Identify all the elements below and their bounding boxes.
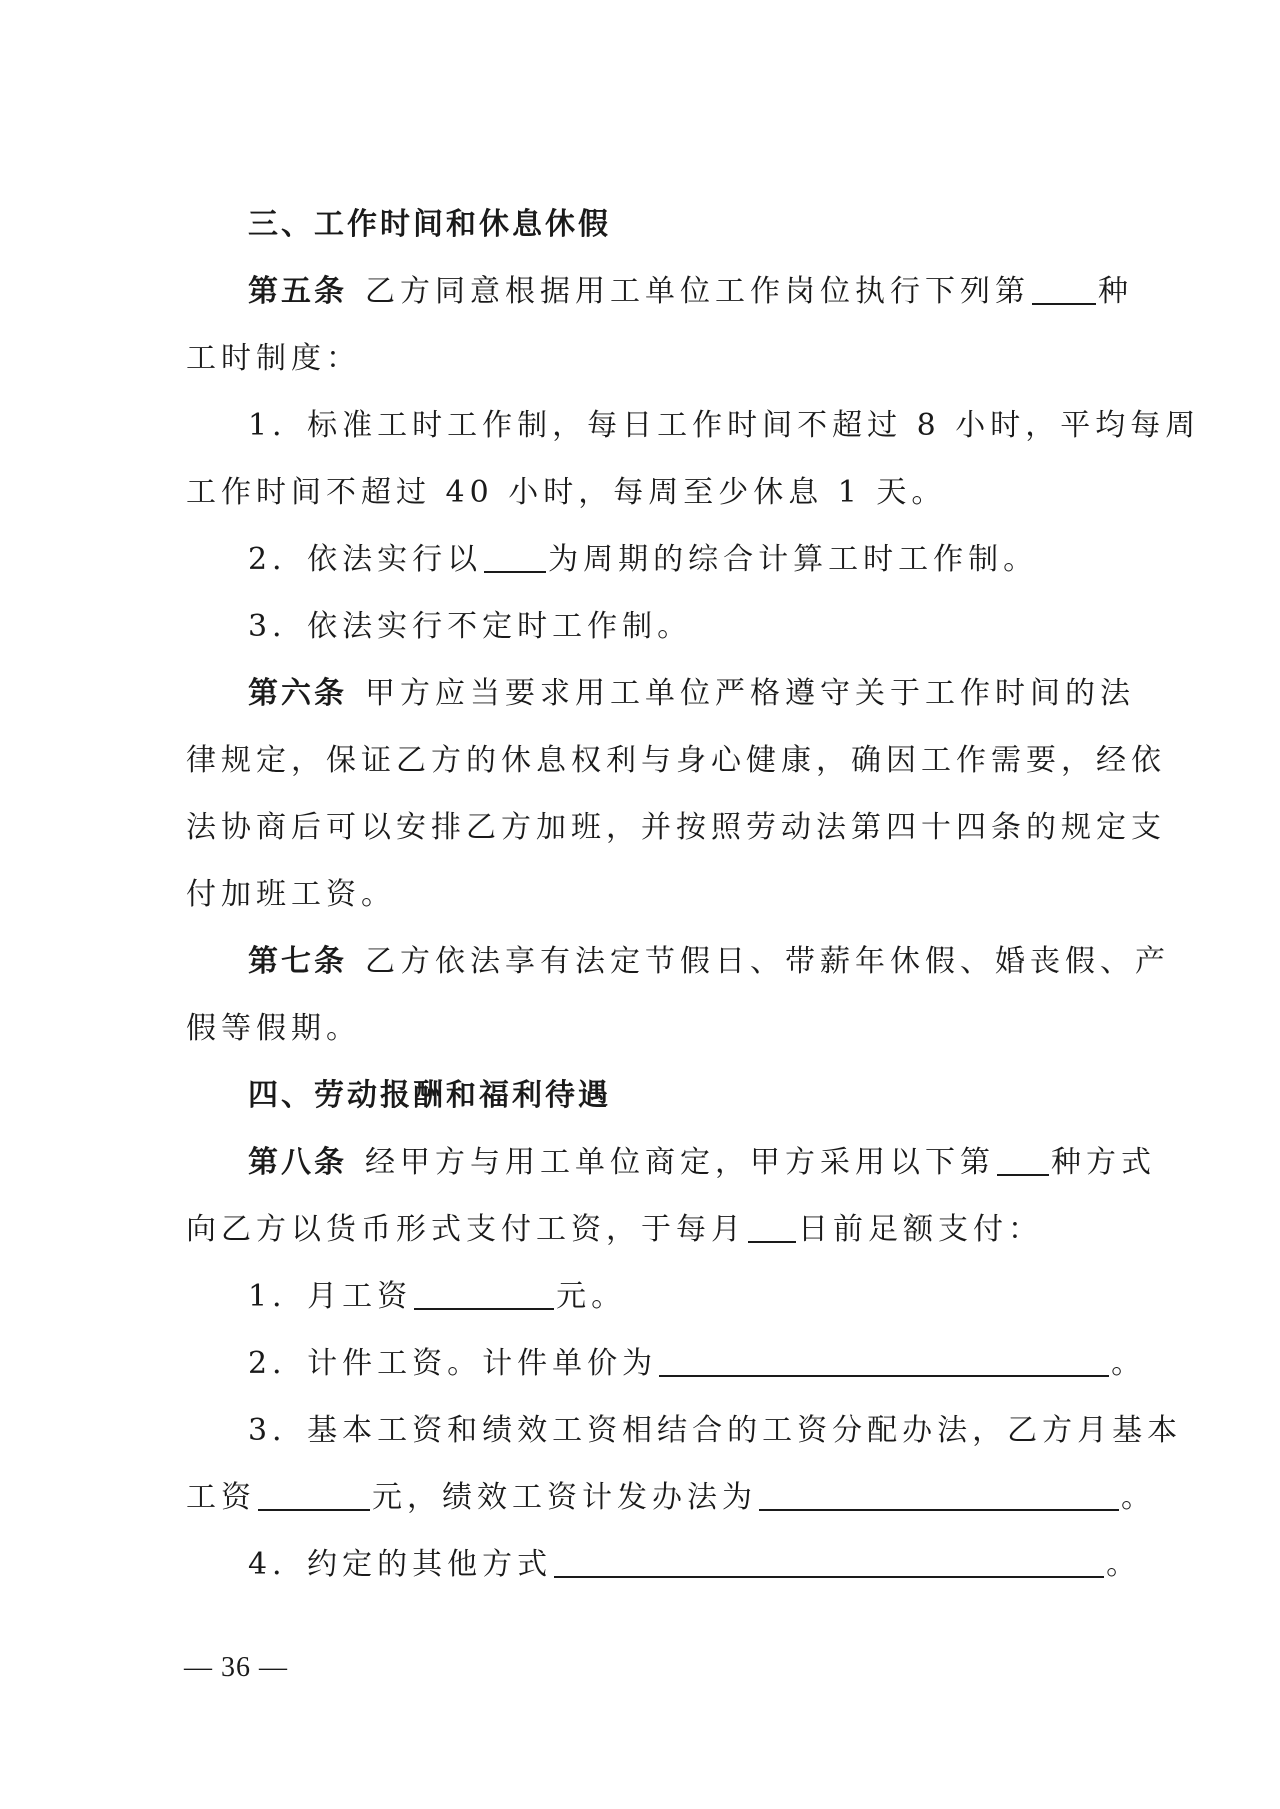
option-text: 工资 (186, 1480, 256, 1515)
article-6-line-4: 付加班工资。 (186, 877, 396, 912)
page-number: — 36 — (184, 1652, 288, 1683)
blank-field[interactable] (414, 1280, 554, 1310)
section-heading-4: 四、劳动报酬和福利待遇 (248, 1078, 611, 1113)
article-5-line-2: 工时制度： (186, 341, 361, 376)
article-6-label: 第六条 (248, 676, 347, 711)
article-8-option-3-cont (186, 1478, 1156, 1518)
article-6-text: 甲方应当要求用工单位严格遵守关于工作时间的法 (365, 676, 1135, 711)
article-5-label: 第五条 (248, 274, 347, 309)
article-6-line-1 (248, 674, 1158, 714)
article-8-text: 向乙方以货币形式支付工资，于每月 (186, 1212, 746, 1247)
article-8-label: 第八条 (248, 1145, 347, 1180)
article-5-option-3: 3．依法实行不定时工作制。 (248, 609, 693, 644)
article-5-text: 乙方同意根据用工单位工作岗位执行下列第 (365, 274, 1030, 309)
option-text: 元。 (556, 1279, 627, 1314)
option-text: 2．计件工资。计件单价为 (248, 1346, 658, 1381)
option-text: 2．依法实行以 (248, 542, 483, 577)
article-5-text: 种 (1098, 274, 1133, 309)
blank-field[interactable] (748, 1213, 796, 1243)
article-5-option-1-cont: 工作时间不超过 40 小时，每周至少休息 1 天。 (186, 475, 947, 510)
article-7-line-1 (248, 942, 1170, 982)
option-text: 。 (1106, 1547, 1142, 1582)
option-text: 元，绩效工资计发办法为 (372, 1480, 757, 1515)
option-text: 4．约定的其他方式 (248, 1547, 553, 1582)
option-text: 。 (1111, 1346, 1147, 1381)
article-5-option-1: 1．标准工时工作制，每日工作时间不超过 8 小时，平均每周 (248, 408, 1201, 443)
option-text: 为周期的综合计算工时工作制。 (548, 542, 1039, 577)
article-8-text: 经甲方与用工单位商定，甲方采用以下第 (365, 1145, 995, 1180)
article-7-line-2: 假等假期。 (186, 1011, 361, 1046)
article-8-text: 种方式 (1051, 1145, 1156, 1180)
article-7-text: 乙方依法享有法定节假日、带薪年休假、婚丧假、产 (365, 944, 1170, 979)
article-5-option-2 (248, 540, 1158, 580)
blank-field[interactable] (759, 1481, 1119, 1511)
article-8-option-4 (248, 1545, 1158, 1585)
blank-field[interactable] (554, 1548, 1104, 1578)
option-text: 。 (1121, 1480, 1156, 1515)
blank-field[interactable] (997, 1146, 1049, 1176)
option-text: 1．月工资 (248, 1279, 413, 1314)
article-8-option-1 (248, 1277, 1158, 1317)
article-8-line-2 (186, 1210, 1096, 1250)
blank-field[interactable] (1032, 275, 1096, 305)
section-heading-3: 三、工作时间和休息休假 (248, 207, 611, 242)
article-5-line-1 (248, 272, 1158, 312)
article-8-text: 日前足额支付： (798, 1212, 1043, 1247)
article-6-line-2: 律规定，保证乙方的休息权利与身心健康，确因工作需要，经依 (186, 743, 1166, 778)
article-8-option-2 (248, 1344, 1158, 1384)
article-8-option-3: 3．基本工资和绩效工资相结合的工资分配办法，乙方月基本 (248, 1413, 1183, 1448)
article-6-line-3: 法协商后可以安排乙方加班，并按照劳动法第四十四条的规定支 (186, 810, 1166, 845)
blank-field[interactable] (258, 1481, 370, 1511)
blank-field[interactable] (484, 543, 546, 573)
article-7-label: 第七条 (248, 944, 347, 979)
article-8-line-1 (248, 1143, 1158, 1183)
blank-field[interactable] (659, 1347, 1109, 1377)
